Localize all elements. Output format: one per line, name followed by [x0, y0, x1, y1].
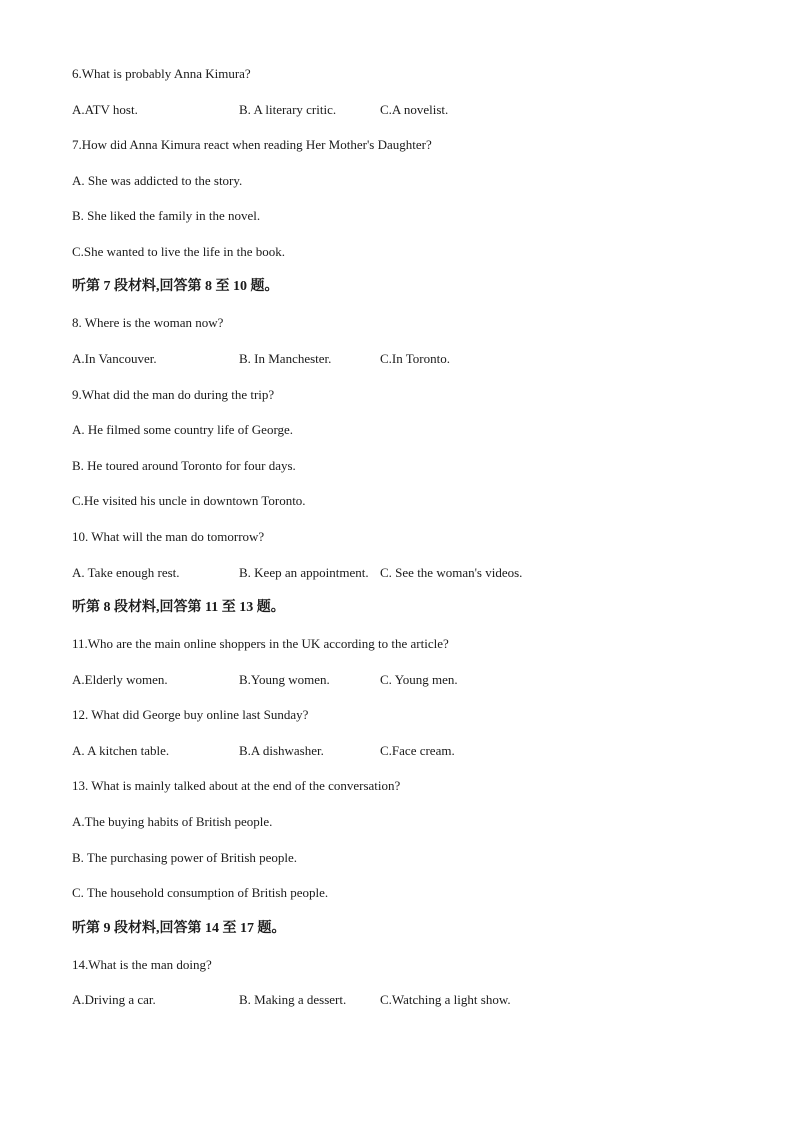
question-10-option-a: A. Take enough rest. [72, 565, 180, 580]
question-8-option-b: B. In Manchester. [239, 351, 332, 366]
question-6-stem: 6.What is probably Anna Kimura? [72, 66, 251, 81]
question-8-option-a: A.In Vancouver. [72, 351, 157, 366]
question-8-option-c: C.In Toronto. [380, 351, 450, 366]
question-14-option-a: A.Driving a car. [72, 992, 156, 1007]
question-14-option-c: C.Watching a light show. [380, 992, 511, 1007]
question-6-option-a: A.ATV host. [72, 102, 138, 117]
question-12-option-b: B.A dishwasher. [239, 743, 324, 758]
question-12-option-a: A. A kitchen table. [72, 743, 170, 758]
question-10-option-c: C. See the woman's videos. [380, 565, 523, 580]
question-7-option-b: B. She liked the family in the novel. [72, 208, 261, 223]
section-8-heading: 听第 8 段材料,回答第 11 至 13 题。 [72, 600, 285, 615]
section-7-heading: 听第 7 段材料,回答第 8 至 10 题。 [72, 279, 279, 294]
question-10-stem: 10. What will the man do tomorrow? [72, 529, 265, 544]
question-7-option-a: A. She was addicted to the story. [72, 173, 243, 188]
question-14-stem: 14.What is the man doing? [72, 957, 212, 972]
question-12-stem: 12. What did George buy online last Sunday? [72, 707, 309, 722]
question-9-option-c: C.He visited his uncle in downtown Toronto. [72, 493, 306, 508]
question-11-option-b: B.Young women. [239, 672, 330, 687]
section-9-heading: 听第 9 段材料,回答第 14 至 17 题。 [72, 921, 286, 936]
question-13-stem: 13. What is mainly talked about at the end of the conversation? [72, 778, 401, 793]
question-9-option-a: A. He filmed some country life of George. [72, 422, 294, 437]
question-7-stem: 7.How did Anna Kimura react when reading Her Mother's Daughter? [72, 137, 432, 152]
question-6-option-b: B. A literary critic. [239, 102, 337, 117]
question-13-option-c: C. The household consumption of British people. [72, 885, 329, 900]
question-13-option-a: A.The buying habits of British people. [72, 814, 273, 829]
question-13-option-b: B. The purchasing power of British people. [72, 850, 298, 865]
question-10-option-b: B. Keep an appointment. [239, 565, 369, 580]
question-6-option-c: C.A novelist. [380, 102, 449, 117]
question-9-option-b: B. He toured around Toronto for four days. [72, 458, 296, 473]
question-14-option-b: B. Making a dessert. [239, 992, 347, 1007]
question-11-option-a: A.Elderly women. [72, 672, 168, 687]
question-12-option-c: C.Face cream. [380, 743, 455, 758]
question-11-option-c: C. Young men. [380, 672, 458, 687]
question-7-option-c: C.She wanted to live the life in the book. [72, 244, 286, 259]
question-11-stem: 11.Who are the main online shoppers in the UK according to the article? [72, 636, 449, 651]
question-9-stem: 9.What did the man do during the trip? [72, 387, 275, 402]
question-8-stem: 8. Where is the woman now? [72, 315, 224, 330]
